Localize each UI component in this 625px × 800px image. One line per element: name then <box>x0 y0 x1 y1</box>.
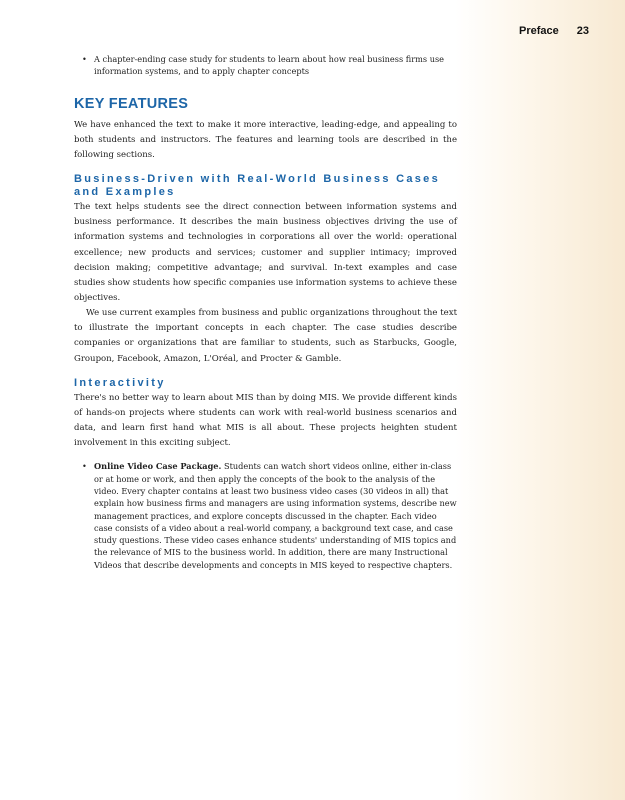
running-header <box>519 25 589 37</box>
business-driven-heading: Business-Driven with Real-World Business Cases and Examples <box>74 173 441 199</box>
business-driven-paragraph-1: The text helps students see the direct connection between information systems and business performance. It describes the main business objectives driving the use of information systems and technologies in corporations all over the world: operational excellence; new products and services; customer and supplier intimacy; improved decision making; competitive advantage; and survival. In-text examples and case studies show students how specific companies use information systems to achieve these objectives. <box>74 202 457 303</box>
section-title: Preface <box>518 25 559 37</box>
bullet-icon: • <box>82 54 87 64</box>
key-features-paragraph: We have enhanced the text to make it more interactive, leading-edge, and appealing to both students and instructors. The features and learning tools are described in the following sections. <box>74 119 457 160</box>
interactivity-heading: Interactivity <box>74 376 166 389</box>
page-content <box>74 53 457 571</box>
video-case-title: Online Video Case Package. <box>94 461 222 472</box>
interactivity-paragraph: There's no better way to learn about MIS than by doing MIS. We provide different kinds of hands-on projects where students can work with real-world business scenarios and data, and learn first hand what MIS is all about. These projects heighten student involvement in this exciting subject. <box>74 392 457 449</box>
bullet-icon: • <box>82 461 87 472</box>
video-case-text: Students can watch short videos online, either in-class or at home or work, and then apply the concepts of the book to the analysis of the video. Every chapter contains at least two business video cases (30 videos in all) that explain how business firms and managers are using information systems, describe new management practices, and explore concepts discussed in the chapter. Each video case consists of a video about a real-world company, a background text case, and case study questions. These video cases enhance students' understanding of MIS topics and the relevance of MIS to the business world. In addition, there are many Instructional Videos that describe developments and concepts in MIS keyed to respective chapters. <box>94 461 457 570</box>
video-case-bullet <box>74 460 457 571</box>
key-features-heading: KEY FEATURES <box>74 95 189 112</box>
business-driven-paragraph-2: We use current examples from business and public organizations throughout the text to illustrate the important concepts in each chapter. The case studies describe companies or organizations that are familiar to students, such as Starbucks, Google, Groupon, Facebook, Amazon, L'Oréal, and Procter & Gamble. <box>74 308 457 364</box>
intro-bullet <box>74 53 457 78</box>
intro-bullet-text: A chapter-ending case study for students to learn about how real business firms use information systems, and to apply chapter concepts <box>94 54 445 77</box>
page-number: 23 <box>576 25 589 37</box>
